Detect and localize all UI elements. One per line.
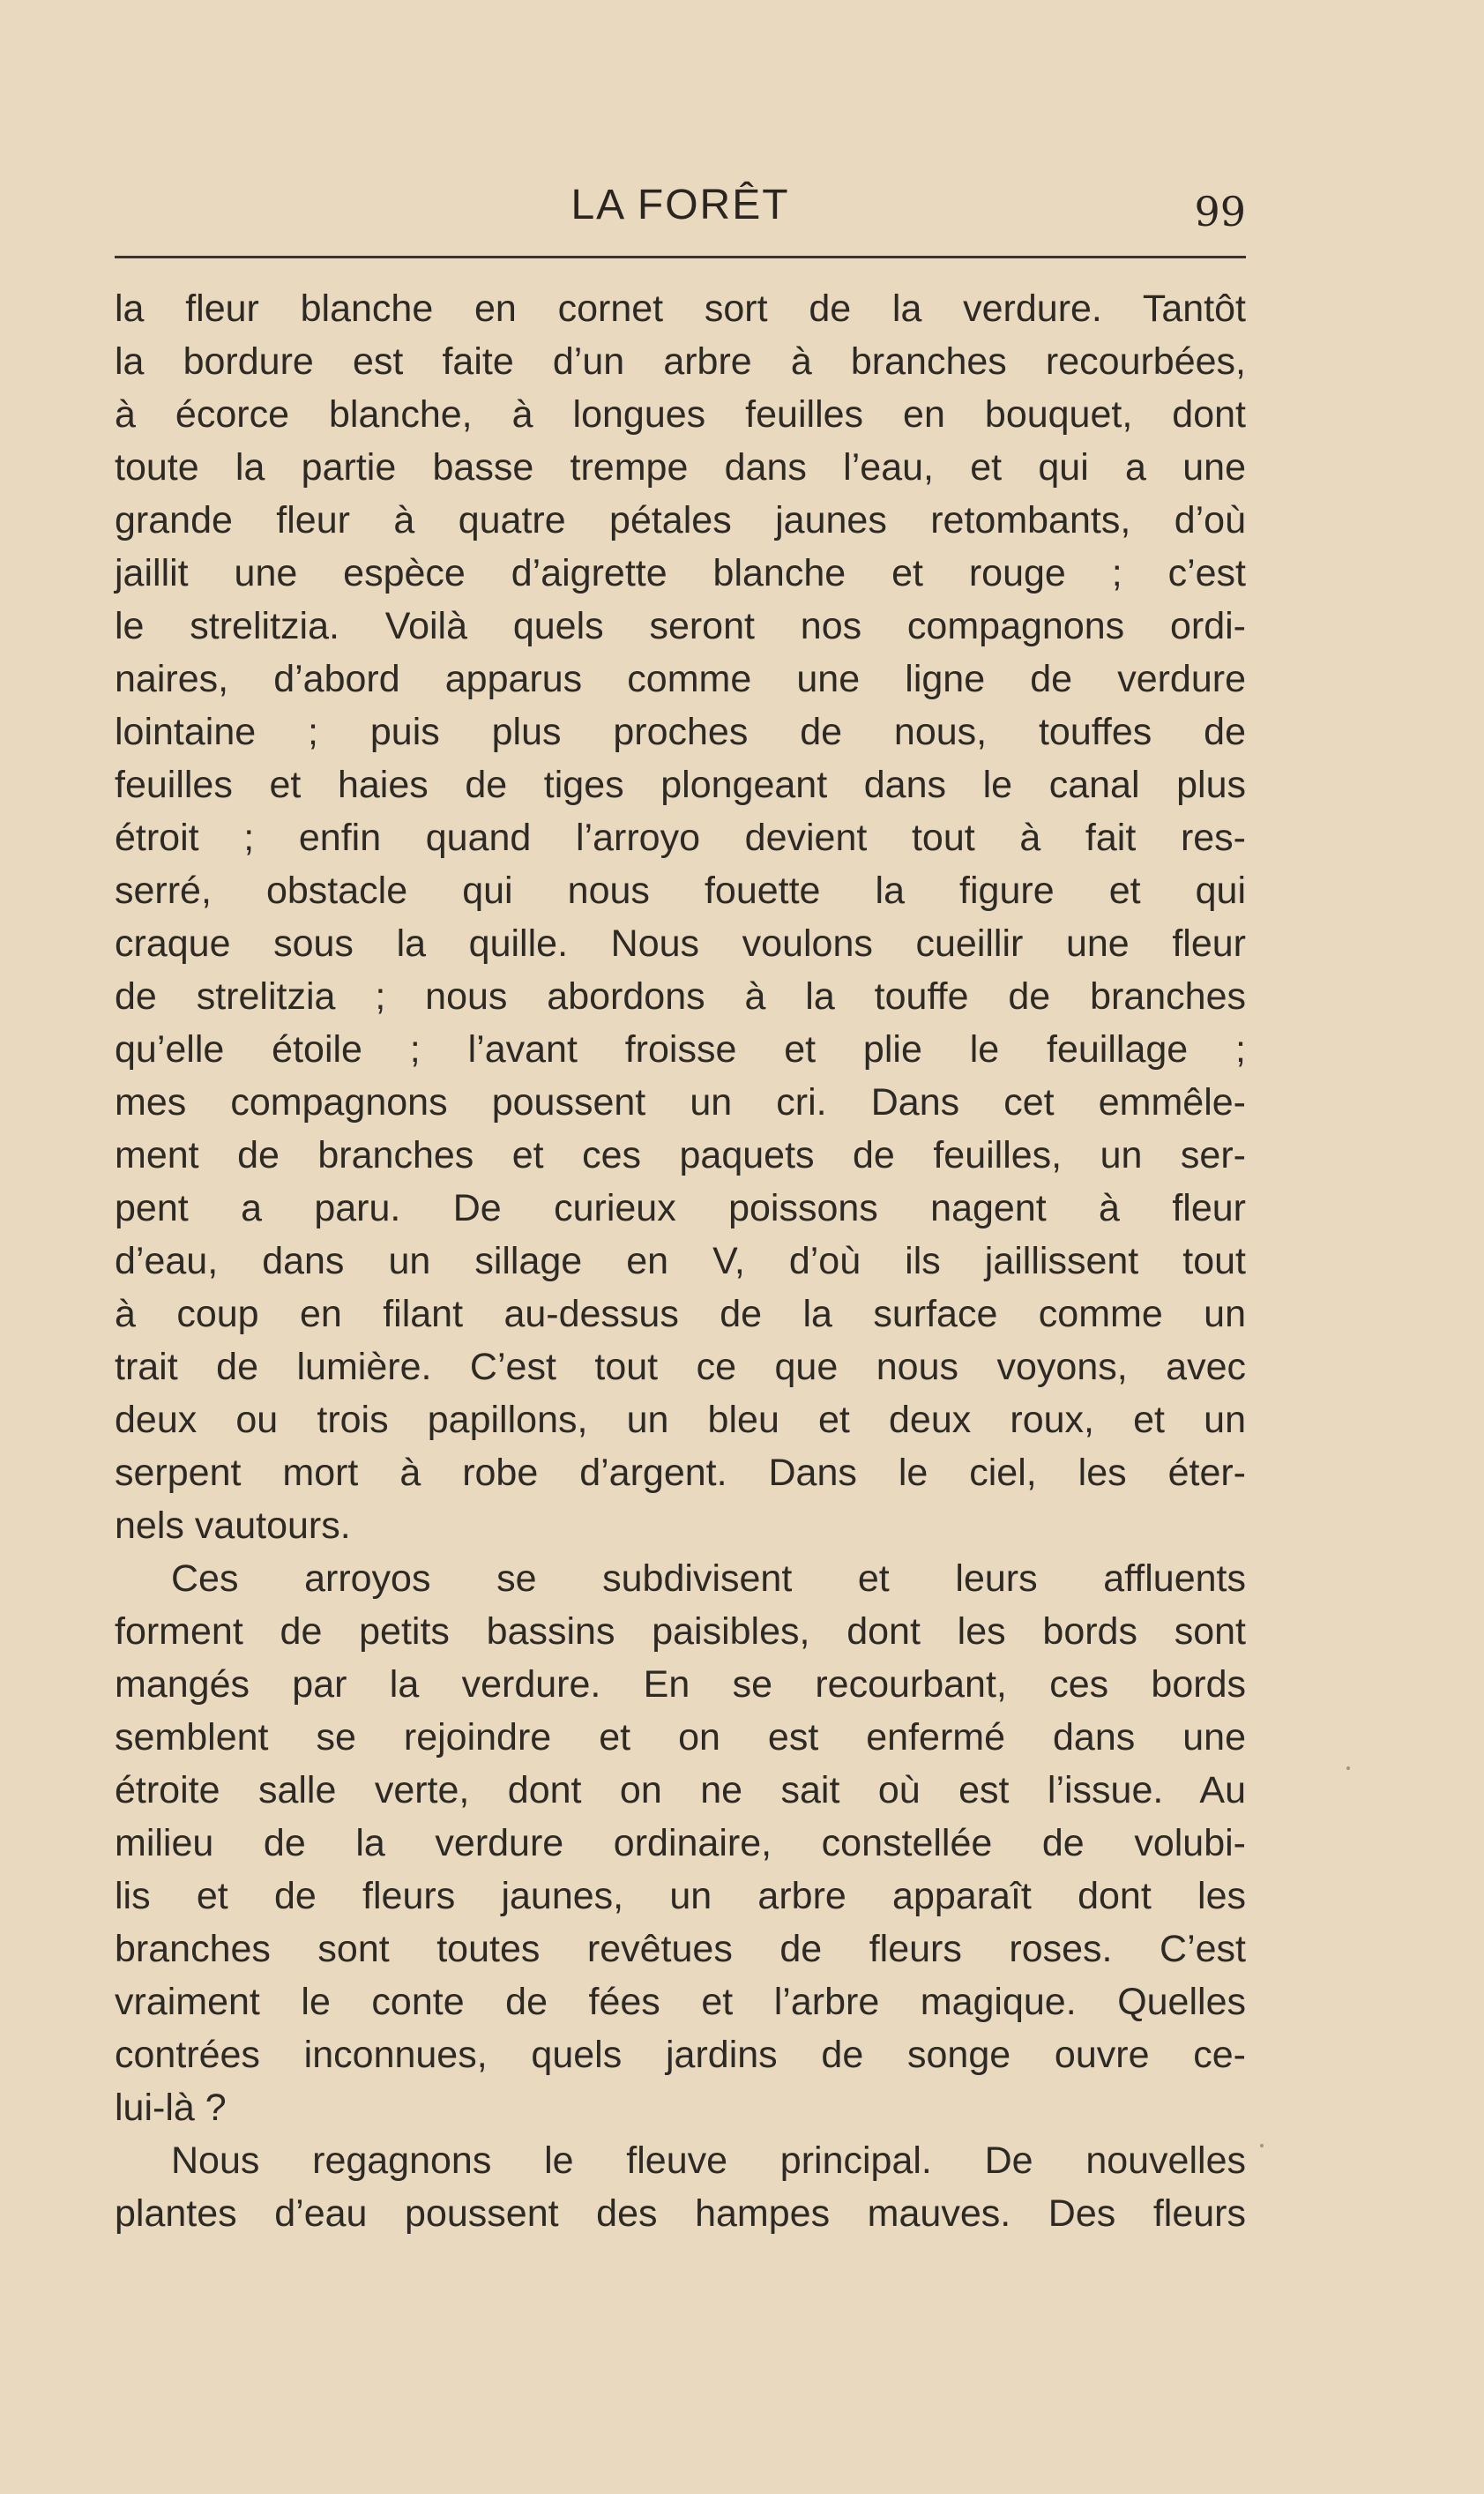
text-line: le strelitzia. Voilà quels seront nos compagnons ordi-	[115, 605, 1246, 647]
text-line: à écorce blanche, à longues feuilles en bouquet, dont	[115, 393, 1246, 436]
text-line: mes compagnons poussent un cri. Dans cet emmêle-	[115, 1081, 1246, 1124]
page-header	[115, 181, 1246, 251]
running-title: LA FORÊT	[570, 182, 790, 228]
body-text	[115, 282, 1246, 2240]
text-line: lointaine ; puis plus proches de nous, touffes de	[115, 711, 1246, 753]
text-line: craque sous la quille. Nous voulons cueillir une fleur	[115, 922, 1246, 965]
paragraph-start-line: Ces arroyos se subdivisent et leurs affluents	[171, 1557, 1246, 1600]
text-line: grande fleur à quatre pétales jaunes retombants, d’où	[115, 499, 1246, 541]
text-line: contrées inconnues, quels jardins de songe ouvre ce-	[115, 2034, 1246, 2076]
text-line: deux ou trois papillons, un bleu et deux roux, et un	[115, 1399, 1246, 1441]
text-line: forment de petits bassins paisibles, dont les bords sont	[115, 1610, 1246, 1653]
text-line: lui-là ?	[115, 2087, 227, 2129]
paper-speck	[1346, 1766, 1350, 1770]
text-line: qu’elle étoile ; l’avant froisse et plie le feuillage ;	[115, 1028, 1246, 1071]
text-line: naires, d’abord apparus comme une ligne de verdure	[115, 658, 1246, 700]
text-line: ment de branches et ces paquets de feuilles, un ser-	[115, 1134, 1246, 1176]
text-line: jaillit une espèce d’aigrette blanche et rouge ; c’est	[115, 552, 1246, 594]
text-line: feuilles et haies de tiges plongeant dans le canal plus	[115, 764, 1246, 806]
text-line: la bordure est faite d’un arbre à branches recourbées,	[115, 340, 1246, 383]
text-line: pent a paru. De curieux poissons nagent à fleur	[115, 1187, 1246, 1229]
text-line: nels vautours.	[115, 1505, 351, 1547]
paper-speck	[1260, 2144, 1264, 2147]
text-line: vraiment le conte de fées et l’arbre magique. Quelles	[115, 1981, 1246, 2023]
text-line: milieu de la verdure ordinaire, constellée de volubi-	[115, 1822, 1246, 1864]
text-line: étroit ; enfin quand l’arroyo devient tout à fait res-	[115, 817, 1246, 859]
text-line: plantes d’eau poussent des hampes mauves. Des fleurs	[115, 2192, 1246, 2235]
text-line: serré, obstacle qui nous fouette la figure et qui	[115, 870, 1246, 912]
text-line: branches sont toutes revêtues de fleurs roses. C’est	[115, 1928, 1246, 1970]
text-line: d’eau, dans un sillage en V, d’où ils jaillissent tout	[115, 1240, 1246, 1282]
text-line: lis et de fleurs jaunes, un arbre apparaît dont les	[115, 1875, 1246, 1917]
header-rule	[115, 256, 1246, 258]
text-line: étroite salle verte, dont on ne sait où est l’issue. Au	[115, 1769, 1246, 1811]
text-line: trait de lumière. C’est tout ce que nous voyons, avec	[115, 1346, 1246, 1388]
text-line: à coup en filant au-dessus de la surface comme un	[115, 1293, 1246, 1335]
text-line: toute la partie basse trempe dans l’eau, et qui a une	[115, 446, 1246, 489]
text-line: serpent mort à robe d’argent. Dans le ciel, les éter-	[115, 1452, 1246, 1494]
paragraph-start-line: Nous regagnons le fleuve principal. De nouvelles	[171, 2139, 1246, 2182]
text-line: mangés par la verdure. En se recourbant, ces bords	[115, 1663, 1246, 1706]
text-line: semblent se rejoindre et on est enfermé dans une	[115, 1716, 1246, 1758]
text-line: de strelitzia ; nous abordons à la touffe de branches	[115, 975, 1246, 1018]
page-number: 99	[1194, 188, 1246, 235]
text-line: la fleur blanche en cornet sort de la verdure. Tantôt	[115, 287, 1246, 330]
